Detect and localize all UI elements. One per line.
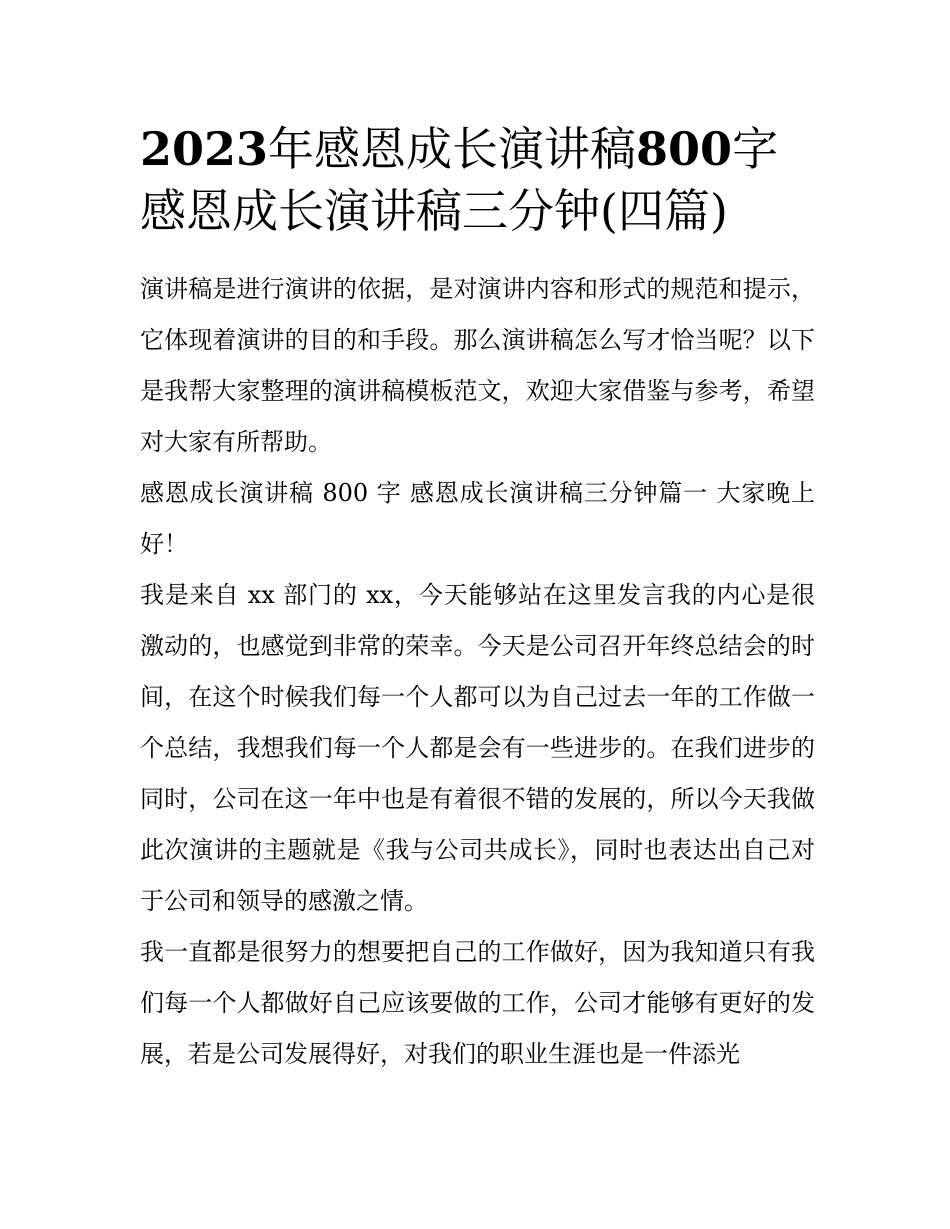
title-line-2: 感恩成长演讲稿三分钟(四篇) (140, 184, 728, 238)
title-text-b: 字 (732, 122, 779, 176)
intro-paragraph: 演讲稿是进行演讲的依据，是对演讲内容和形式的规范和提示，它体现着演讲的目的和手段。那么演讲稿怎么写才恰当呢？以下是我帮大家整理的演讲稿模板范文，欢迎大家借鉴与参考，希望对大家有所帮助。 (140, 275, 815, 456)
title-line-1 (140, 118, 815, 180)
title-text-a: 年感恩成长演讲稿 (268, 122, 637, 176)
title-word-count: 800 (636, 122, 733, 176)
body-paragraph: 我是来自 xx 部门的 xx，今天能够站在这里发言我的内心是很激动的，也感觉到非常的荣幸。今天是公司召开年终总结会的时间，在这个时候我们每一个人都可以为自己过去一年的工作做一个总结，我想我们每一个人都是会有一些进步的。在我们进步的同时，公司在这一年中也是有着很不错的发展的，所以今天我做此次演讲的主题就是《我与公司共成长》，同时也表达出自己对于公司和领导的感激之情。 (140, 581, 815, 915)
document-title (140, 118, 815, 242)
document-content (140, 118, 815, 1080)
title-year: 2023 (140, 122, 269, 176)
body-paragraph: 我一直都是很努力的想要把自己的工作做好，因为我知道只有我们每一个人都做好自己应该要做的工作，公司才能够有更好的发展，若是公司发展得好，对我们的职业生涯也是一件添光 (140, 938, 815, 1068)
section-heading-paragraph: 感恩成长演讲稿 800 字 感恩成长演讲稿三分钟篇一 大家晚上好！ (140, 479, 815, 558)
document-body (140, 264, 815, 1080)
